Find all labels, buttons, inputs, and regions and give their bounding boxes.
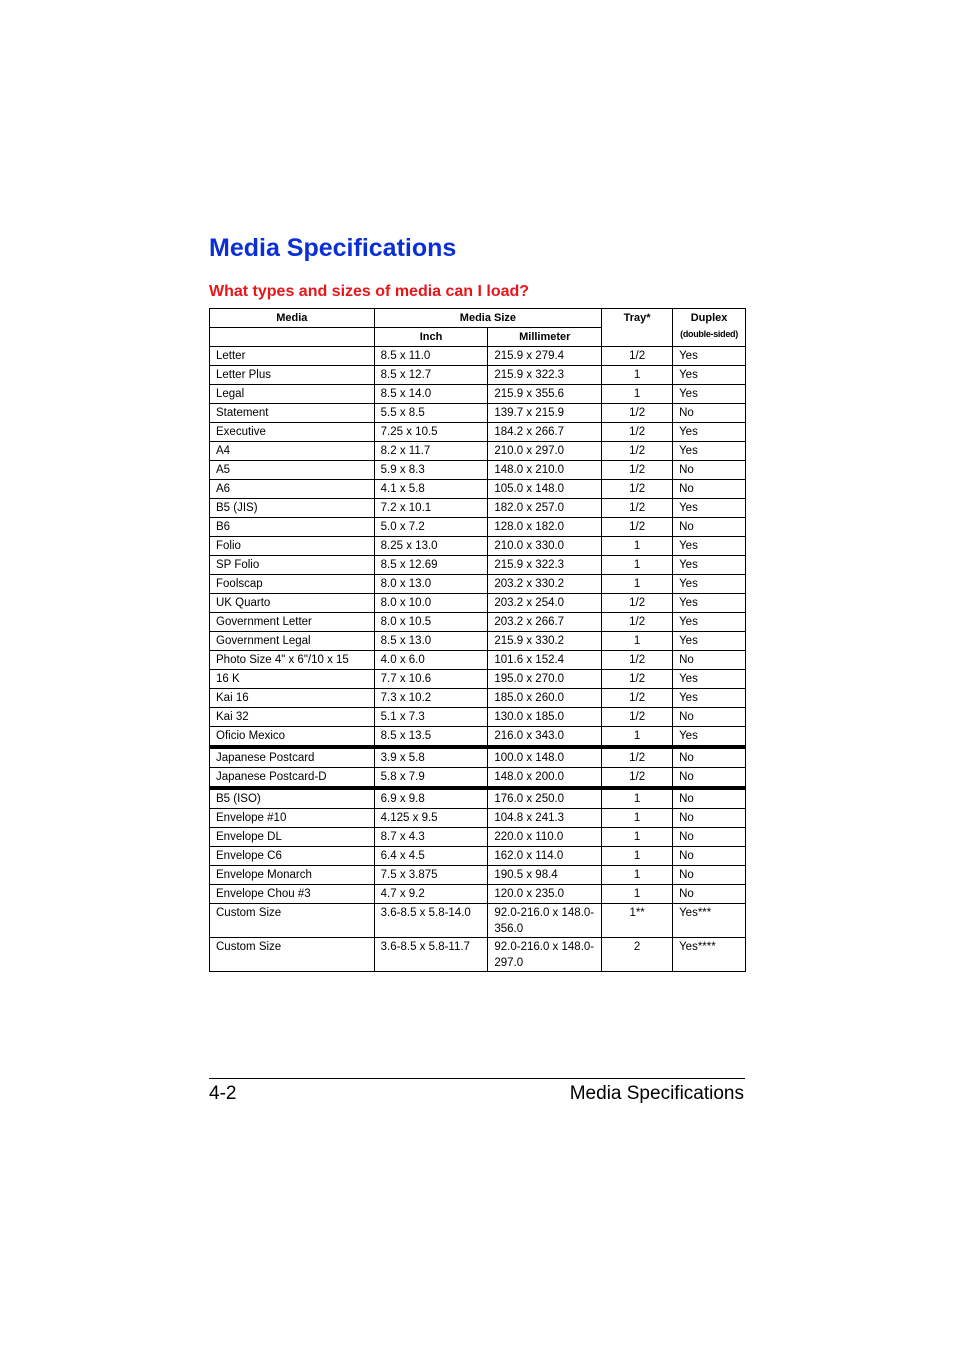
media-name-cell: 16 K <box>210 670 375 689</box>
inch-size-cell: 8.2 x 11.7 <box>374 442 488 461</box>
tray-cell: 1/2 <box>602 518 673 537</box>
footer-divider <box>209 1078 745 1079</box>
table-row <box>210 708 746 727</box>
tray-cell: 1/2 <box>602 768 673 789</box>
millimeter-size-cell: 148.0 x 200.0 <box>488 768 602 789</box>
tray-cell: 1/2 <box>602 708 673 727</box>
millimeter-size-cell: 100.0 x 148.0 <box>488 747 602 768</box>
inch-size-cell: 5.5 x 8.5 <box>374 404 488 423</box>
header-duplex-label: Duplex <box>690 312 728 324</box>
inch-size-cell: 4.125 x 9.5 <box>374 809 488 828</box>
duplex-cell: Yes <box>673 366 746 385</box>
header-media-blank <box>210 328 375 347</box>
media-name-cell: Letter <box>210 347 375 366</box>
tray-cell: 1/2 <box>602 651 673 670</box>
inch-size-cell: 5.1 x 7.3 <box>374 708 488 727</box>
duplex-cell: Yes <box>673 670 746 689</box>
table-row <box>210 885 746 904</box>
inch-size-cell: 6.9 x 9.8 <box>374 788 488 809</box>
footer-section-title: Media Specifications <box>569 1083 744 1104</box>
media-name-cell: Envelope #10 <box>210 809 375 828</box>
table-row <box>210 938 746 972</box>
tray-cell: 1/2 <box>602 404 673 423</box>
inch-size-cell: 8.25 x 13.0 <box>374 537 488 556</box>
millimeter-size-cell: 215.9 x 355.6 <box>488 385 602 404</box>
millimeter-size-cell: 215.9 x 322.3 <box>488 556 602 575</box>
header-inch: Inch <box>374 328 488 347</box>
millimeter-size-cell: 215.9 x 330.2 <box>488 632 602 651</box>
table-row <box>210 575 746 594</box>
tray-cell: 1 <box>602 885 673 904</box>
table-row <box>210 828 746 847</box>
media-name-cell: Custom Size <box>210 904 375 938</box>
millimeter-size-cell: 101.6 x 152.4 <box>488 651 602 670</box>
table-row <box>210 594 746 613</box>
inch-size-cell: 5.9 x 8.3 <box>374 461 488 480</box>
table-row <box>210 689 746 708</box>
duplex-cell: No <box>673 518 746 537</box>
inch-size-cell: 8.0 x 10.0 <box>374 594 488 613</box>
inch-size-cell: 8.5 x 12.69 <box>374 556 488 575</box>
millimeter-size-cell: 203.2 x 254.0 <box>488 594 602 613</box>
tray-cell: 1/2 <box>602 613 673 632</box>
millimeter-size-cell: 215.9 x 322.3 <box>488 366 602 385</box>
section-subtitle: What types and sizes of media can I load? <box>209 283 530 300</box>
inch-size-cell: 7.7 x 10.6 <box>374 670 488 689</box>
millimeter-size-cell: 210.0 x 330.0 <box>488 537 602 556</box>
header-media-size: Media Size <box>374 309 602 328</box>
table-row <box>210 809 746 828</box>
header-millimeter: Millimeter <box>488 328 602 347</box>
table-body <box>210 347 746 972</box>
inch-size-cell: 8.0 x 13.0 <box>374 575 488 594</box>
inch-size-cell: 8.5 x 12.7 <box>374 366 488 385</box>
tray-cell: 1/2 <box>602 461 673 480</box>
duplex-cell: Yes <box>673 347 746 366</box>
millimeter-size-cell: 128.0 x 182.0 <box>488 518 602 537</box>
tray-cell: 2 <box>602 938 673 972</box>
millimeter-size-cell: 92.0-216.0 x 148.0-356.0 <box>488 904 602 938</box>
duplex-cell: No <box>673 480 746 499</box>
media-name-cell: Folio <box>210 537 375 556</box>
tray-cell: 1/2 <box>602 480 673 499</box>
inch-size-cell: 4.1 x 5.8 <box>374 480 488 499</box>
media-name-cell: Envelope DL <box>210 828 375 847</box>
inch-size-cell: 6.4 x 4.5 <box>374 847 488 866</box>
table-row <box>210 404 746 423</box>
media-name-cell: Foolscap <box>210 575 375 594</box>
tray-cell: 1 <box>602 809 673 828</box>
table-row <box>210 670 746 689</box>
millimeter-size-cell: 130.0 x 185.0 <box>488 708 602 727</box>
table-row <box>210 461 746 480</box>
tray-cell: 1/2 <box>602 442 673 461</box>
media-name-cell: Envelope Chou #3 <box>210 885 375 904</box>
tray-cell: 1 <box>602 575 673 594</box>
inch-size-cell: 7.3 x 10.2 <box>374 689 488 708</box>
table-row <box>210 499 746 518</box>
duplex-cell: No <box>673 809 746 828</box>
table-row <box>210 366 746 385</box>
millimeter-size-cell: 182.0 x 257.0 <box>488 499 602 518</box>
media-name-cell: Statement <box>210 404 375 423</box>
millimeter-size-cell: 203.2 x 330.2 <box>488 575 602 594</box>
inch-size-cell: 8.5 x 13.5 <box>374 727 488 748</box>
table-row <box>210 788 746 809</box>
duplex-cell: No <box>673 708 746 727</box>
table-row <box>210 423 746 442</box>
footer-page-number: 4-2 <box>209 1083 237 1104</box>
duplex-cell: No <box>673 651 746 670</box>
inch-size-cell: 8.5 x 13.0 <box>374 632 488 651</box>
tray-cell: 1 <box>602 866 673 885</box>
duplex-cell: No <box>673 461 746 480</box>
millimeter-size-cell: 92.0-216.0 x 148.0-297.0 <box>488 938 602 972</box>
inch-size-cell: 7.25 x 10.5 <box>374 423 488 442</box>
media-name-cell: Custom Size <box>210 938 375 972</box>
media-name-cell: A5 <box>210 461 375 480</box>
duplex-cell: Yes*** <box>673 904 746 938</box>
media-name-cell: B6 <box>210 518 375 537</box>
table-row <box>210 347 746 366</box>
media-name-cell: B5 (JIS) <box>210 499 375 518</box>
duplex-cell: Yes <box>673 689 746 708</box>
tray-cell: 1 <box>602 632 673 651</box>
tray-cell: 1 <box>602 727 673 748</box>
media-name-cell: Kai 32 <box>210 708 375 727</box>
media-name-cell: Oficio Mexico <box>210 727 375 748</box>
inch-size-cell: 7.2 x 10.1 <box>374 499 488 518</box>
media-specifications-table <box>209 308 746 972</box>
duplex-cell: Yes <box>673 537 746 556</box>
media-name-cell: Executive <box>210 423 375 442</box>
millimeter-size-cell: 210.0 x 297.0 <box>488 442 602 461</box>
millimeter-size-cell: 215.9 x 279.4 <box>488 347 602 366</box>
table-row <box>210 727 746 748</box>
inch-size-cell: 8.0 x 10.5 <box>374 613 488 632</box>
inch-size-cell: 3.6-8.5 x 5.8-14.0 <box>374 904 488 938</box>
inch-size-cell: 8.5 x 14.0 <box>374 385 488 404</box>
millimeter-size-cell: 176.0 x 250.0 <box>488 788 602 809</box>
tray-cell: 1/2 <box>602 423 673 442</box>
media-name-cell: Japanese Postcard-D <box>210 768 375 789</box>
tray-cell: 1 <box>602 556 673 575</box>
media-name-cell: Letter Plus <box>210 366 375 385</box>
duplex-cell: No <box>673 828 746 847</box>
table-row <box>210 537 746 556</box>
media-name-cell: Envelope Monarch <box>210 866 375 885</box>
table-row <box>210 518 746 537</box>
table-row <box>210 385 746 404</box>
media-name-cell: Japanese Postcard <box>210 747 375 768</box>
tray-cell: 1** <box>602 904 673 938</box>
header-tray: Tray* <box>602 309 673 347</box>
table-row <box>210 651 746 670</box>
duplex-cell: Yes <box>673 632 746 651</box>
media-name-cell: Government Letter <box>210 613 375 632</box>
duplex-cell: No <box>673 788 746 809</box>
duplex-cell: No <box>673 847 746 866</box>
page-title: Media Specifications <box>209 234 457 262</box>
millimeter-size-cell: 203.2 x 266.7 <box>488 613 602 632</box>
tray-cell: 1/2 <box>602 747 673 768</box>
tray-cell: 1 <box>602 828 673 847</box>
tray-cell: 1 <box>602 847 673 866</box>
duplex-cell: No <box>673 768 746 789</box>
tray-cell: 1/2 <box>602 594 673 613</box>
inch-size-cell: 4.0 x 6.0 <box>374 651 488 670</box>
media-name-cell: Photo Size 4" x 6"/10 x 15 <box>210 651 375 670</box>
tray-cell: 1/2 <box>602 347 673 366</box>
millimeter-size-cell: 185.0 x 260.0 <box>488 689 602 708</box>
media-name-cell: UK Quarto <box>210 594 375 613</box>
header-duplex-note: (double-sided) <box>680 329 738 339</box>
millimeter-size-cell: 162.0 x 114.0 <box>488 847 602 866</box>
table-row <box>210 556 746 575</box>
duplex-cell: Yes <box>673 442 746 461</box>
millimeter-size-cell: 216.0 x 343.0 <box>488 727 602 748</box>
table-row <box>210 442 746 461</box>
millimeter-size-cell: 105.0 x 148.0 <box>488 480 602 499</box>
duplex-cell: Yes <box>673 575 746 594</box>
inch-size-cell: 3.9 x 5.8 <box>374 747 488 768</box>
media-name-cell: Legal <box>210 385 375 404</box>
media-name-cell: A6 <box>210 480 375 499</box>
duplex-cell: No <box>673 404 746 423</box>
duplex-cell: Yes <box>673 423 746 442</box>
millimeter-size-cell: 104.8 x 241.3 <box>488 809 602 828</box>
inch-size-cell: 8.7 x 4.3 <box>374 828 488 847</box>
media-name-cell: Kai 16 <box>210 689 375 708</box>
millimeter-size-cell: 195.0 x 270.0 <box>488 670 602 689</box>
duplex-cell: No <box>673 866 746 885</box>
table-row <box>210 747 746 768</box>
duplex-cell: Yes <box>673 556 746 575</box>
inch-size-cell: 4.7 x 9.2 <box>374 885 488 904</box>
tray-cell: 1/2 <box>602 499 673 518</box>
inch-size-cell: 8.5 x 11.0 <box>374 347 488 366</box>
media-name-cell: B5 (ISO) <box>210 788 375 809</box>
tray-cell: 1/2 <box>602 689 673 708</box>
tray-cell: 1/2 <box>602 670 673 689</box>
duplex-cell: No <box>673 747 746 768</box>
tray-cell: 1 <box>602 366 673 385</box>
millimeter-size-cell: 184.2 x 266.7 <box>488 423 602 442</box>
inch-size-cell: 5.0 x 7.2 <box>374 518 488 537</box>
duplex-cell: Yes**** <box>673 938 746 972</box>
header-duplex <box>673 309 746 347</box>
media-name-cell: SP Folio <box>210 556 375 575</box>
table-row <box>210 847 746 866</box>
inch-size-cell: 5.8 x 7.9 <box>374 768 488 789</box>
duplex-cell: No <box>673 885 746 904</box>
duplex-cell: Yes <box>673 727 746 748</box>
table-row <box>210 632 746 651</box>
inch-size-cell: 3.6-8.5 x 5.8-11.7 <box>374 938 488 972</box>
duplex-cell: Yes <box>673 499 746 518</box>
header-media: Media <box>210 309 375 328</box>
duplex-cell: Yes <box>673 594 746 613</box>
media-name-cell: A4 <box>210 442 375 461</box>
millimeter-size-cell: 190.5 x 98.4 <box>488 866 602 885</box>
media-name-cell: Envelope C6 <box>210 847 375 866</box>
table-row <box>210 866 746 885</box>
duplex-cell: Yes <box>673 613 746 632</box>
millimeter-size-cell: 148.0 x 210.0 <box>488 461 602 480</box>
tray-cell: 1 <box>602 788 673 809</box>
table-row <box>210 613 746 632</box>
table-row <box>210 768 746 789</box>
inch-size-cell: 7.5 x 3.875 <box>374 866 488 885</box>
millimeter-size-cell: 220.0 x 110.0 <box>488 828 602 847</box>
millimeter-size-cell: 139.7 x 215.9 <box>488 404 602 423</box>
duplex-cell: Yes <box>673 385 746 404</box>
media-name-cell: Government Legal <box>210 632 375 651</box>
table-row <box>210 904 746 938</box>
table-row <box>210 480 746 499</box>
millimeter-size-cell: 120.0 x 235.0 <box>488 885 602 904</box>
tray-cell: 1 <box>602 385 673 404</box>
tray-cell: 1 <box>602 537 673 556</box>
